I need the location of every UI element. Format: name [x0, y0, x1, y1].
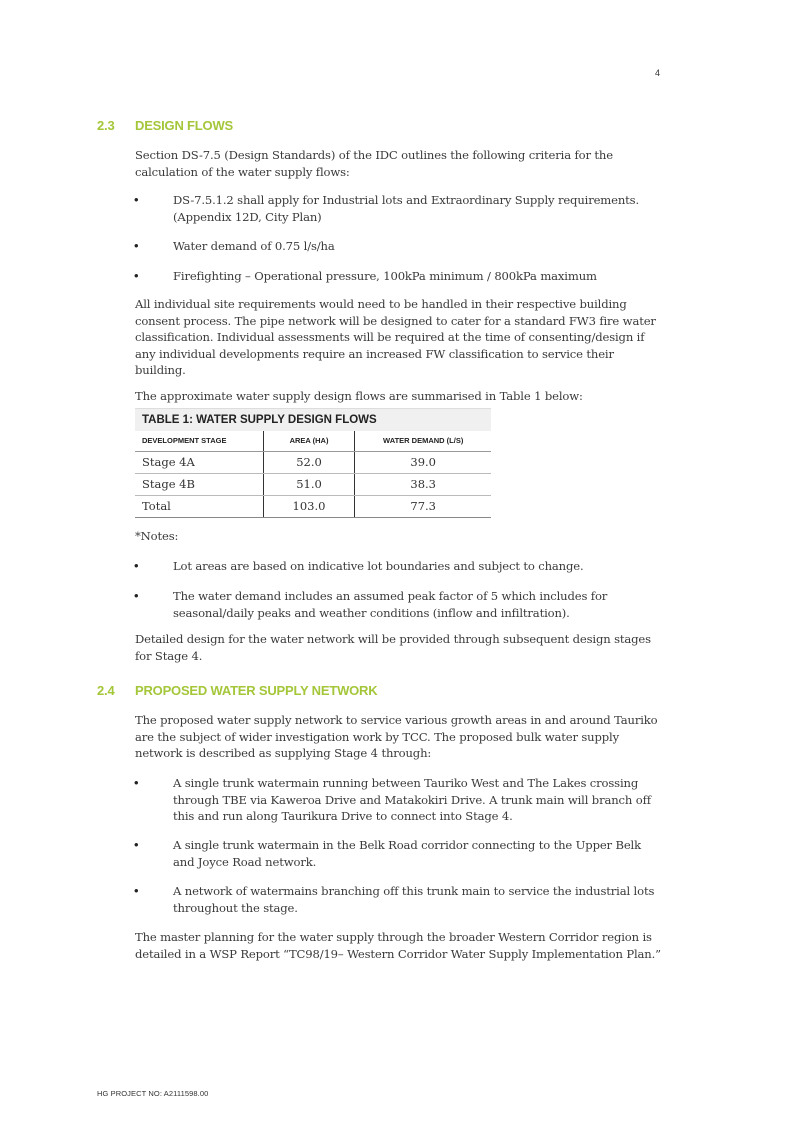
bullet-item: Water demand of 0.75 l/s/ha [173, 239, 335, 253]
section-2-3-closing: Detailed design for the water network will be provided through subsequent design stages for Stage 4. [135, 632, 651, 663]
section-2-3-heading [97, 118, 233, 133]
bullet-item: Firefighting – Operational pressure, 100kPa minimum / 800kPa maximum [173, 269, 597, 283]
table-cell: 52.0 [264, 452, 356, 473]
table-intro: The approximate water supply design flows are summarised in Table 1 below: [135, 389, 583, 403]
table-cell: Stage 4A [135, 452, 264, 473]
bullet-icon: • [134, 588, 139, 603]
bullet-icon: • [134, 558, 139, 573]
table-header-cell: DEVELOPMENT STAGE [135, 431, 264, 451]
table-cell: Total [135, 496, 264, 517]
table-cell: 103.0 [264, 496, 356, 517]
table-cell: 77.3 [410, 499, 436, 513]
section-title: PROPOSED WATER SUPPLY NETWORK [135, 683, 378, 698]
bullet-icon: • [134, 883, 139, 898]
table-cell: Stage 4B [135, 474, 264, 495]
section-title: DESIGN FLOWS [135, 118, 233, 133]
bullet-icon: • [134, 238, 139, 253]
table-row [135, 496, 491, 518]
section-2-4-intro: The proposed water supply network to service various growth areas in and around Tauriko are the subject of wider investigation work by TCC. The proposed bulk water supply network is described as supplying Stage 4 through: [135, 713, 658, 760]
section-2-3-intro: Section DS-7.5 (Design Standards) of the IDC outlines the following criteria for the calculation of the water supply flows: [135, 148, 613, 179]
table-header-row [135, 431, 491, 452]
table-caption: TABLE 1: WATER SUPPLY DESIGN FLOWS [135, 408, 491, 431]
table-cell: 39.0 [410, 455, 436, 469]
notes-label: *Notes: [135, 529, 179, 543]
bullet-icon: • [134, 775, 139, 790]
bullet-item: A single trunk watermain running between Tauriko West and The Lakes crossing through TBE via Kaweroa Drive and Matakokiri Drive. A trunk main will branch off this and run along Taurikura Drive to connect into Stage 4. [173, 776, 651, 823]
section-2-4-heading [97, 683, 377, 698]
section-2-4-closing: The master planning for the water supply through the broader Western Corridor region is detailed in a WSP Report “TC98/19– Western Corridor Water Supply Implementation Plan.” [135, 930, 661, 961]
bullet-item: A network of watermains branching off this trunk main to service the industrial lots throughout the stage. [173, 884, 655, 915]
table-cell: 38.3 [410, 477, 436, 491]
bullet-item: DS-7.5.1.2 shall apply for Industrial lots and Extraordinary Supply requirements. (Appendix 12D, City Plan) [173, 193, 640, 224]
bullet-icon: • [134, 192, 139, 207]
note-item: The water demand includes an assumed peak factor of 5 which includes for seasonal/daily peaks and weather conditions (inflow and infiltration). [173, 589, 608, 620]
table-header-cell: WATER DEMAND (L/S) [383, 436, 464, 445]
table-cell: 51.0 [264, 474, 356, 495]
bullet-icon: • [134, 268, 139, 283]
table-row [135, 474, 491, 496]
bullet-item: A single trunk watermain in the Belk Road corridor connecting to the Upper Belk and Joyce Road network. [173, 838, 641, 869]
bullet-icon: • [134, 837, 139, 852]
note-item: Lot areas are based on indicative lot boundaries and subject to change. [173, 559, 584, 573]
section-number: 2.3 [97, 118, 115, 133]
page-number: 4 [654, 68, 660, 78]
table-row [135, 452, 491, 474]
table-header-cell: AREA (HA) [264, 431, 356, 451]
section-2-3-paragraph: All individual site requirements would need to be handled in their respective building consent process. The pipe network will be designed to cater for a standard FW3 fire water classification. Individual assessments will be required at the time of consenting/design if any individual developments require an increased FW classification to service their building. [135, 297, 656, 377]
section-number: 2.4 [97, 683, 115, 698]
page-footer: HG PROJECT NO: A2111598.00 [97, 1089, 209, 1098]
water-supply-table [135, 408, 491, 518]
